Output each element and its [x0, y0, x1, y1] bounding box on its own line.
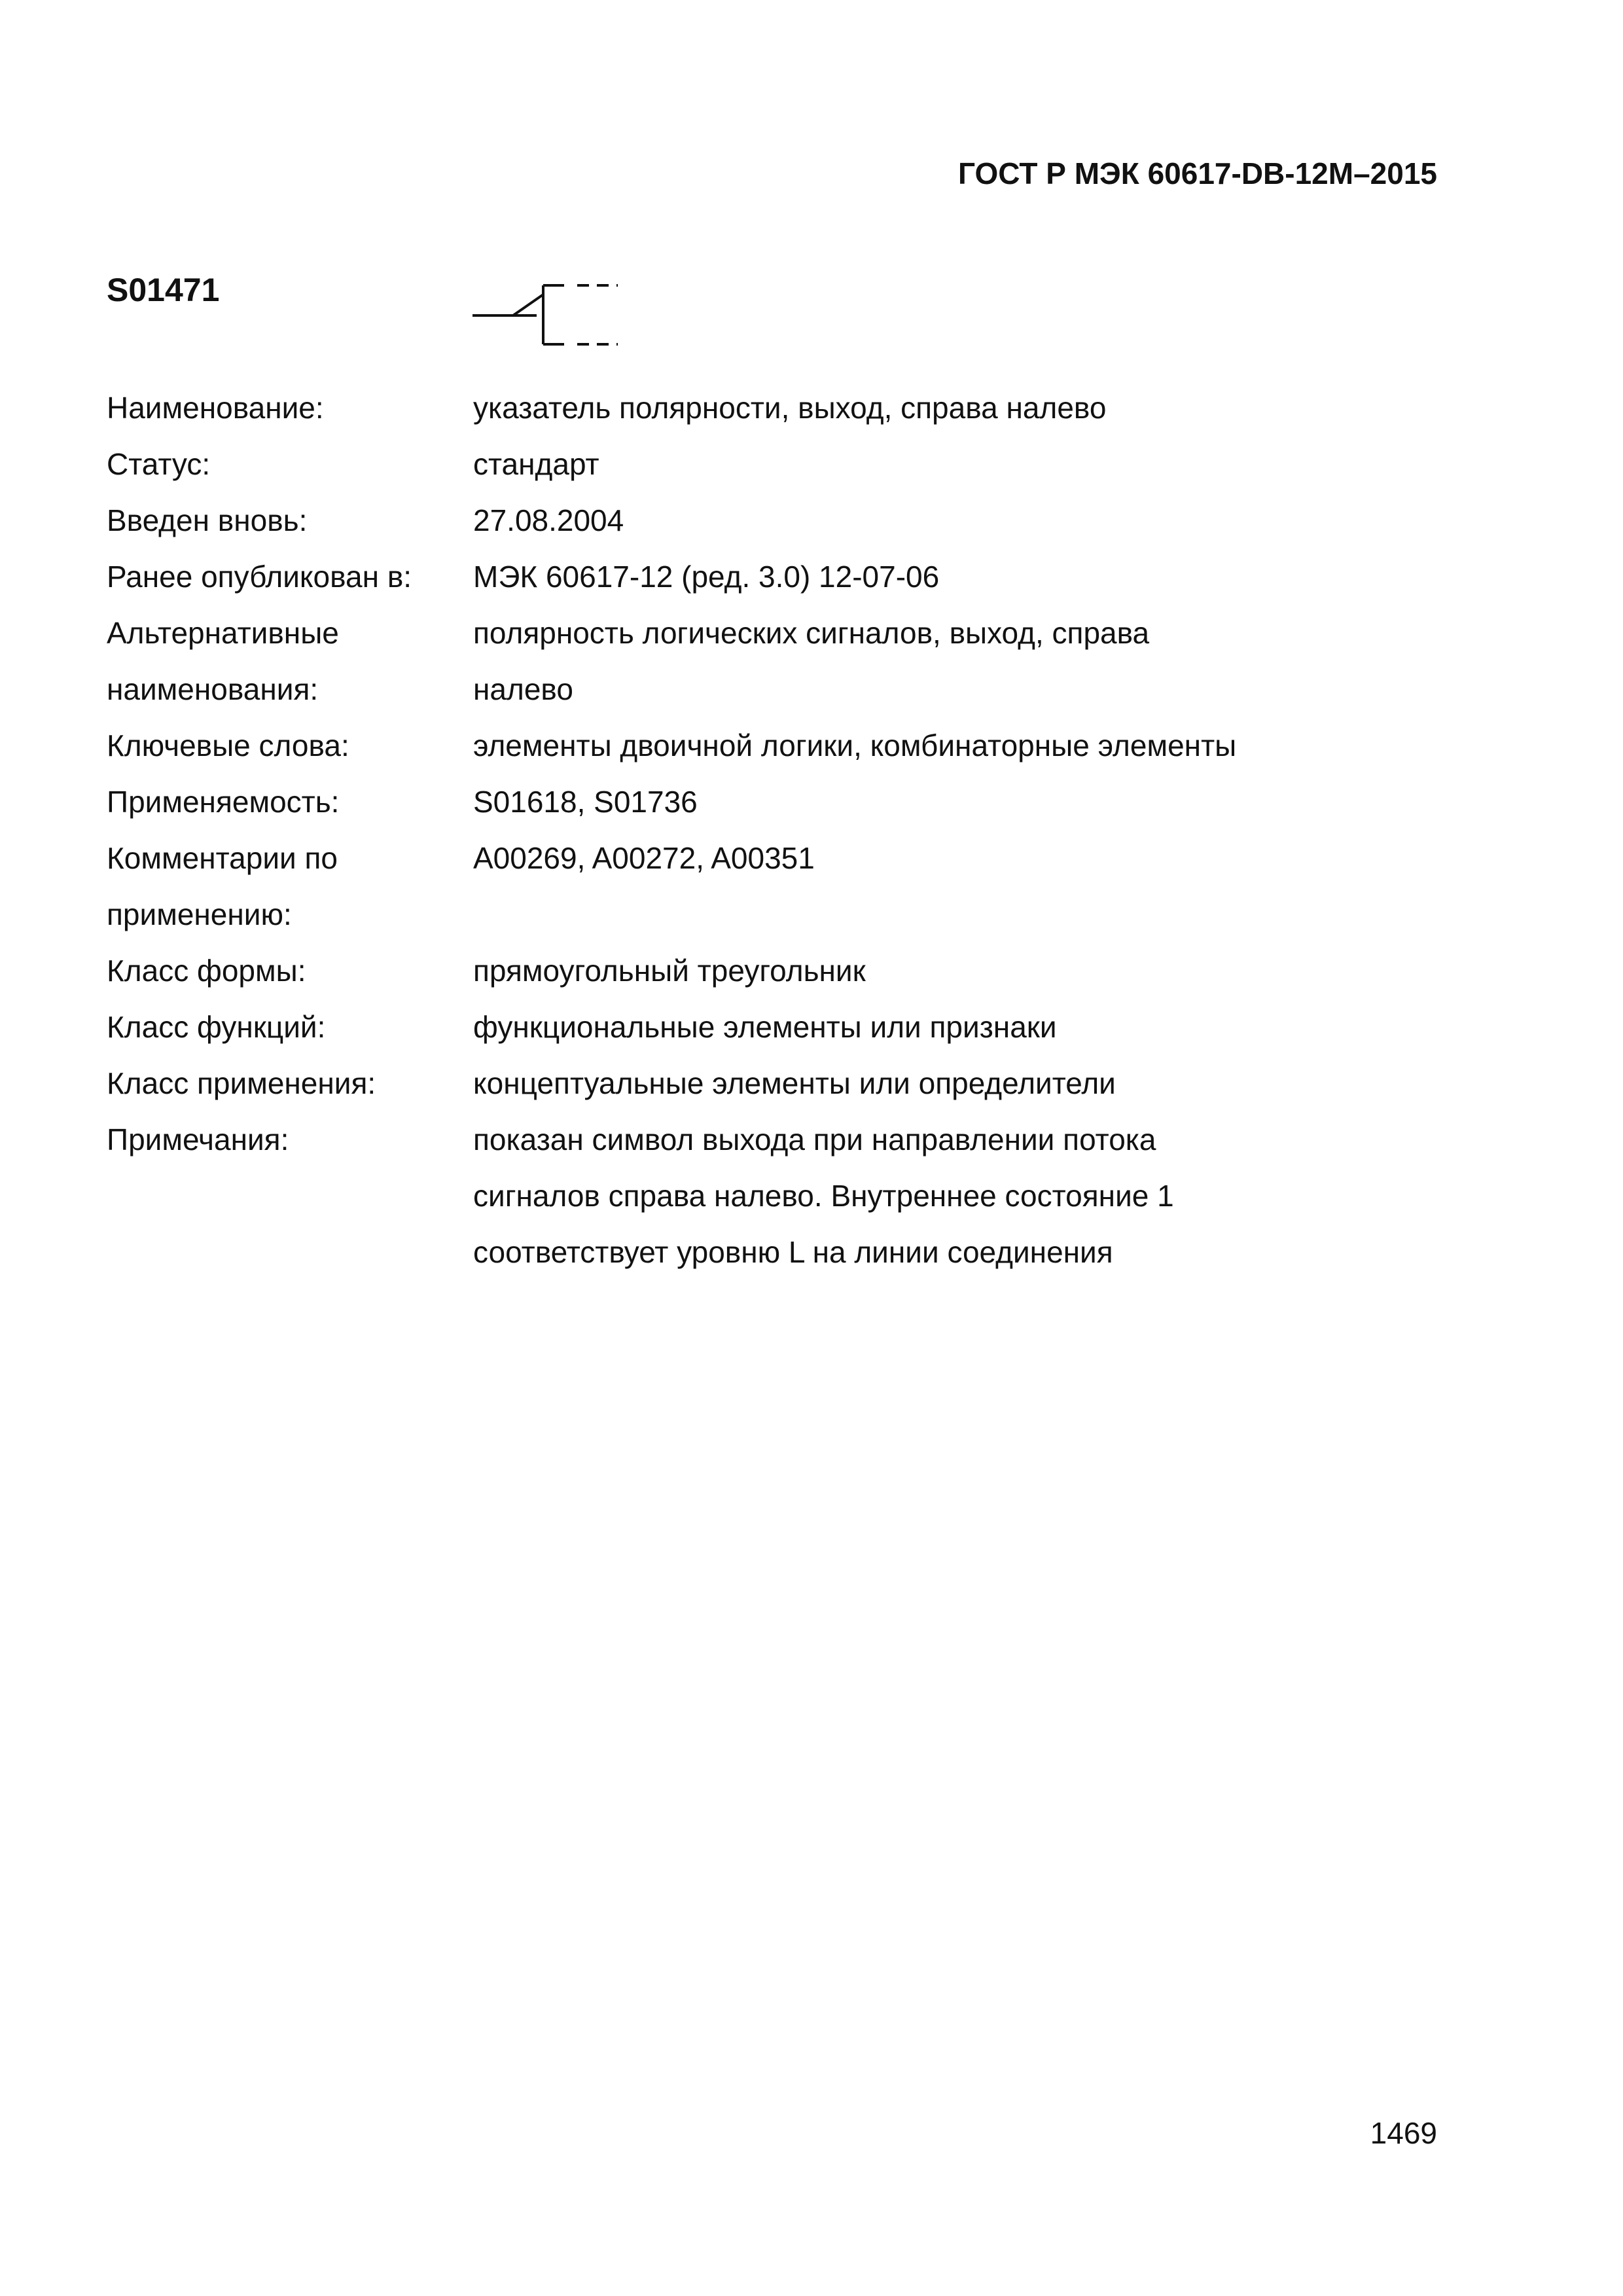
property-label: Класс формы: — [107, 954, 306, 988]
property-label: Ранее опубликован в: — [107, 560, 412, 594]
property-label: Комментарии по применению: — [107, 841, 338, 931]
property-row-published-in — [107, 548, 1481, 605]
standard-designation: ГОСТ Р МЭК 60617-DB-12M–2015 — [958, 156, 1437, 190]
property-value: A00269, A00272, A00351 — [473, 841, 815, 875]
property-row-name — [107, 380, 1481, 436]
page-number: 1469 — [1370, 2116, 1437, 2150]
property-value: прямоугольный треугольник — [473, 954, 866, 988]
property-value: полярность логических сигналов, выход, справа налево — [473, 616, 1150, 706]
property-value: МЭК 60617-12 (ред. 3.0) 12-07-06 — [473, 560, 940, 594]
property-label: Введен вновь: — [107, 503, 308, 537]
symbol-code: S01471 — [107, 272, 220, 308]
property-row-status — [107, 436, 1481, 492]
property-value: функциональные элементы или признаки — [473, 1010, 1057, 1044]
property-label: Статус: — [107, 447, 211, 481]
property-value: стандарт — [473, 447, 599, 481]
property-row-introduced — [107, 492, 1481, 548]
property-value: 27.08.2004 — [473, 503, 624, 537]
property-label: Класс функций: — [107, 1010, 326, 1044]
property-value: концептуальные элементы или определители — [473, 1066, 1116, 1100]
property-value: указатель полярности, выход, справа налево — [473, 391, 1107, 425]
property-row-application-notes — [107, 830, 1481, 942]
polarity-indicator-icon — [473, 275, 630, 350]
property-row-function-class — [107, 999, 1481, 1055]
property-label: Наименование: — [107, 391, 324, 425]
property-value: показан символ выхода при направлении потока сигналов справа налево. Внутреннее состояние 1 соответствует уровню L на линии соединения — [473, 1122, 1174, 1269]
property-row-alternative-names — [107, 605, 1481, 717]
property-label: Примечания: — [107, 1122, 289, 1157]
property-row-keywords — [107, 717, 1481, 774]
property-row-applicability — [107, 774, 1481, 830]
property-value: элементы двоичной логики, комбинаторные элементы — [473, 728, 1237, 762]
property-value: S01618, S01736 — [473, 785, 698, 819]
property-row-application-class — [107, 1055, 1481, 1111]
property-row-shape-class — [107, 942, 1481, 999]
property-label: Ключевые слова: — [107, 728, 349, 762]
symbol-properties — [107, 380, 1481, 1280]
property-row-notes — [107, 1111, 1481, 1280]
symbol-triangle-slope — [513, 295, 543, 315]
property-label: Альтернативные наименования: — [107, 616, 339, 706]
property-label: Применяемость: — [107, 785, 340, 819]
property-label: Класс применения: — [107, 1066, 376, 1100]
